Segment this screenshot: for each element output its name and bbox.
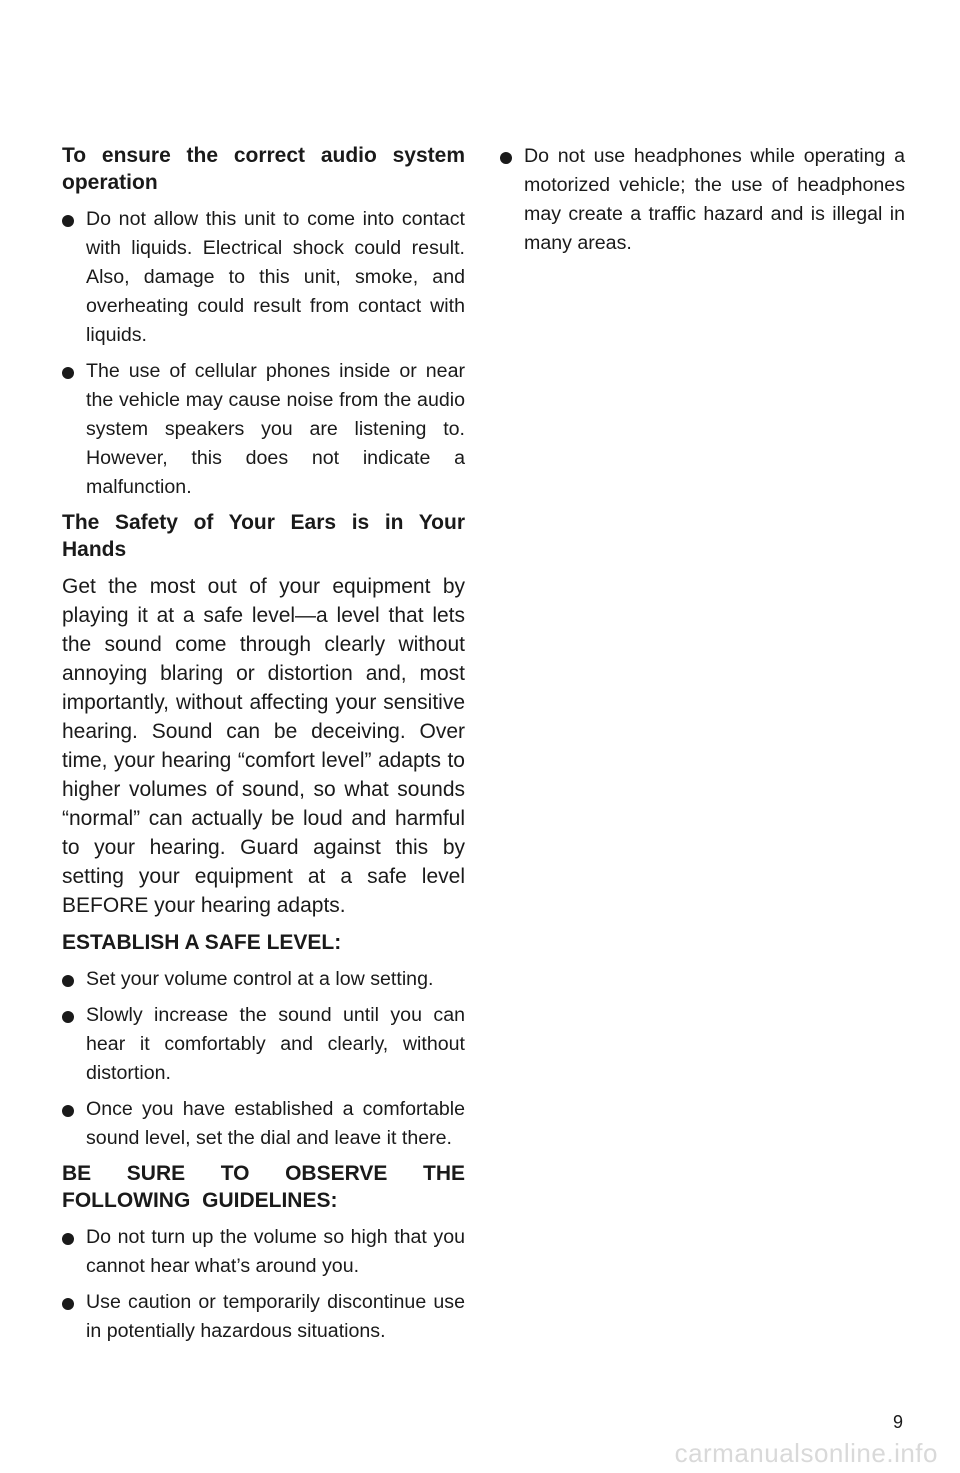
bullet-item — [62, 1288, 465, 1346]
bullet-item — [62, 1095, 465, 1153]
bullet-text: Once you have established a comfortable sound level, set the dial and leave it there. — [86, 1098, 465, 1149]
section-heading-safe-level: ESTABLISH A SAFE LEVEL: — [62, 931, 342, 954]
bullet-item — [62, 1223, 465, 1281]
bullet-item — [62, 205, 465, 350]
watermark: carmanualsonline.info — [674, 1438, 938, 1468]
bullet-dot-icon — [62, 367, 74, 379]
bullet-text: Set your volume control at a low setting. — [86, 968, 434, 990]
bullet-dot-icon — [62, 215, 74, 227]
section-heading-ear-safety: The Safety of Your Ears is in Your Hands — [62, 511, 465, 561]
bullet-text: The use of cellular phones inside or near the vehicle may cause noise from the audio system speakers you are listening to. However, this does not indicate a malfunction. — [86, 360, 465, 498]
page-number: 9 — [892, 1412, 903, 1432]
bullet-text: Slowly increase the sound until you can hear it comfortably and clearly, without distortion. — [86, 1004, 465, 1084]
bullet-text: Do not use headphones while operating a motorized vehicle; the use of headphones may create a traffic hazard and is illegal in many areas. — [524, 145, 905, 254]
bullet-item — [62, 357, 465, 502]
bullet-dot-icon — [62, 1233, 74, 1245]
bullet-dot-icon — [62, 975, 74, 987]
bullet-dot-icon — [62, 1011, 74, 1023]
bullet-text: Do not allow this unit to come into contact with liquids. Electrical shock could result. Also, damage to this unit, smoke, and overheating could result from contact with liquids. — [86, 208, 465, 346]
body-paragraph: Get the most out of your equipment by playing it at a safe level—a level that lets the sound come through clearly without annoying blaring or distortion and, most importantly, without affecting your sensitive hearing. Sound can be deceiving. Over time, your hearing “comfort level” adapts to higher volumes of sound, so what sounds “normal” can actually be loud and harmful to your hearing. Guard against this by setting your equipment at a safe level BEFORE your hearing adapts. — [62, 575, 465, 917]
bullet-item — [62, 1001, 465, 1088]
bullet-item — [62, 965, 465, 994]
bullet-item — [500, 142, 905, 258]
section-heading-guidelines: BE SURE TO OBSERVE THE FOLLOWING GUIDELINES: — [62, 1162, 465, 1212]
bullet-text: Use caution or temporarily discontinue use in potentially hazardous situations. — [86, 1291, 465, 1342]
right-column — [500, 142, 905, 265]
bullet-dot-icon — [500, 152, 512, 164]
section-heading-audio-operation: To ensure the correct audio system operation — [62, 144, 465, 194]
bullet-dot-icon — [62, 1105, 74, 1117]
bullet-text: Do not turn up the volume so high that you cannot hear what’s around you. — [86, 1226, 465, 1277]
bullet-dot-icon — [62, 1298, 74, 1310]
left-column — [62, 142, 465, 1353]
